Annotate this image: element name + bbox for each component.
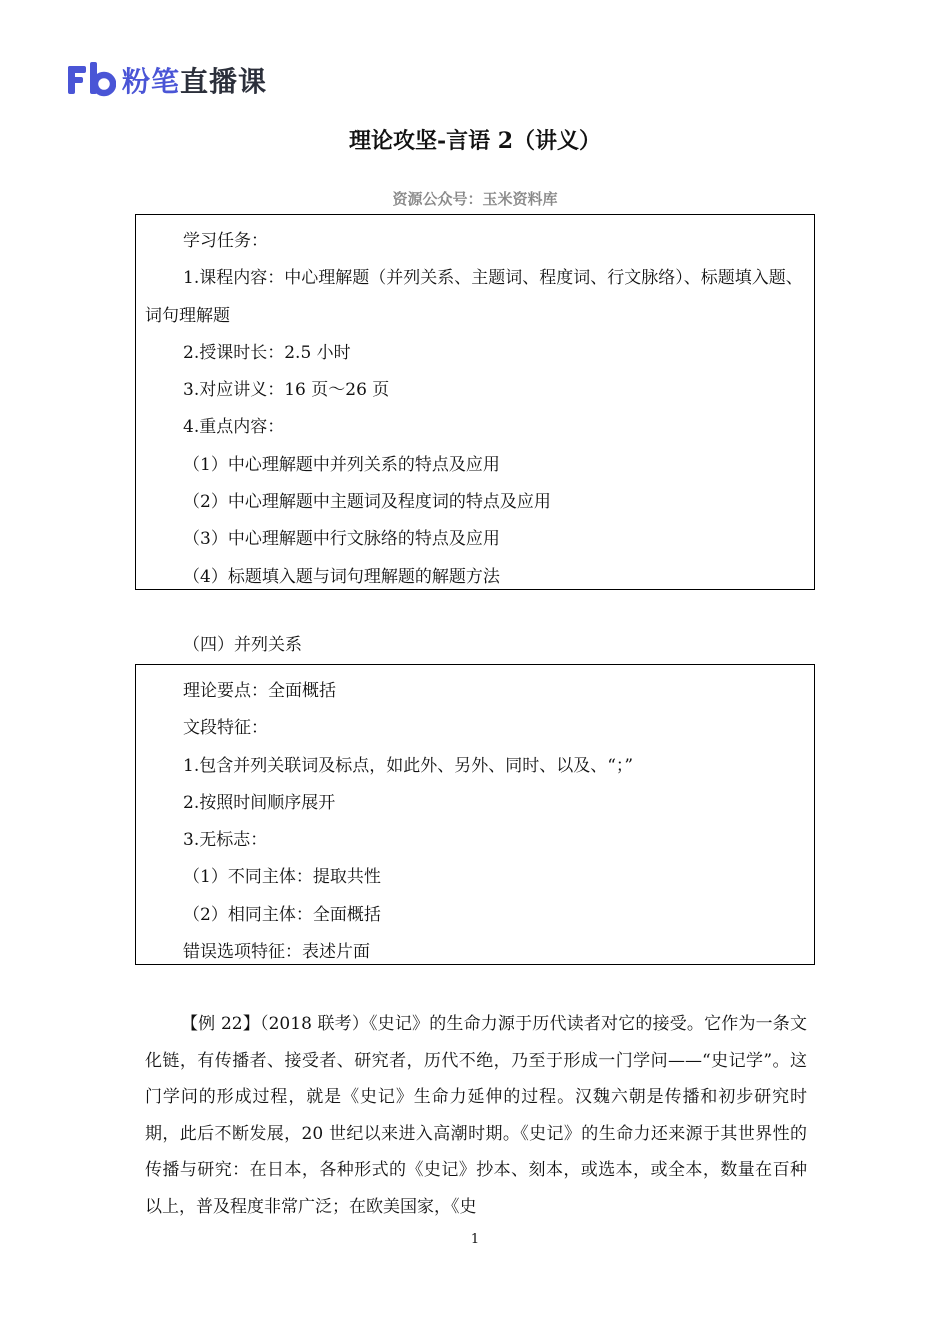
key-point-item: （2）中心理解题中主题词及程度词的特点及应用 [183, 492, 551, 513]
theory-line: 错误选项特征：表述片面 [183, 942, 370, 963]
task-pages: 3.对应讲义：16 页～26 页 [183, 380, 390, 401]
theory-line: 1.包含并列关联词及标点，如此外、另外、同时、以及、“；” [183, 755, 634, 776]
theory-line: （1）不同主体：提取共性 [183, 867, 381, 888]
logo-product-text: 直播课 [180, 65, 268, 98]
key-point-item: （1）中心理解题中并列关系的特点及应用 [183, 454, 500, 475]
theory-line: 文段特征： [183, 718, 268, 739]
task-course-content: 1.课程内容：中心理解题（并列关系、主题词、程度词、行文脉络）、标题填入题、词句理解题 [145, 268, 803, 326]
example-text: （2018 联考）《史记》的生命力源于历代读者对它的接受。它作为一条文化链，有传播者、接受者、研究者，历代不绝，乃至于形成一门学问——“史记学”。这门学问的形成过程，就是《史记》生命力延伸的过程。汉魏六朝是传播和初步研究时期，此后不断发展，20 世纪以来进入高潮时期。《史记》的生命力还来源于其世界性的传播与研究：在日本，各种形式的《史记》抄本、刻本，或选本，或全本，数量在百种以上，普及程度非常广泛；在欧美国家，《史 [145, 1014, 807, 1217]
theory-line: 理论要点：全面概括 [183, 681, 336, 701]
source-watermark: 资源公众号：玉米资料库 [392, 190, 558, 208]
theory-line: 2.按照时间顺序展开 [183, 792, 336, 813]
theory-box [135, 664, 815, 965]
theory-line: 3.无标志： [183, 830, 268, 851]
section-heading: （四）并列关系 [183, 635, 302, 655]
task-key-heading: 4.重点内容： [183, 417, 285, 438]
fenbi-logo-icon [68, 62, 116, 98]
page-title: 理论攻坚-言语 2（讲义） [348, 128, 602, 154]
task-heading: 学习任务： [183, 231, 268, 251]
page-number: 1 [470, 1232, 480, 1247]
brand-logo [68, 60, 267, 100]
key-point-item: （3）中心理解题中行文脉络的特点及应用 [183, 529, 500, 550]
logo-wordmark [122, 60, 267, 100]
task-duration: 2.授课时长：2.5 小时 [183, 342, 351, 363]
theory-line: （2）相同主体：全面概括 [183, 904, 381, 925]
example-label: 【例 22】 [181, 1014, 260, 1034]
learning-task-box [135, 214, 815, 590]
key-point-item: （4）标题填入题与词句理解题的解题方法 [183, 566, 500, 587]
example-paragraph [145, 1006, 807, 1226]
logo-brand-text: 粉笔 [122, 65, 181, 98]
